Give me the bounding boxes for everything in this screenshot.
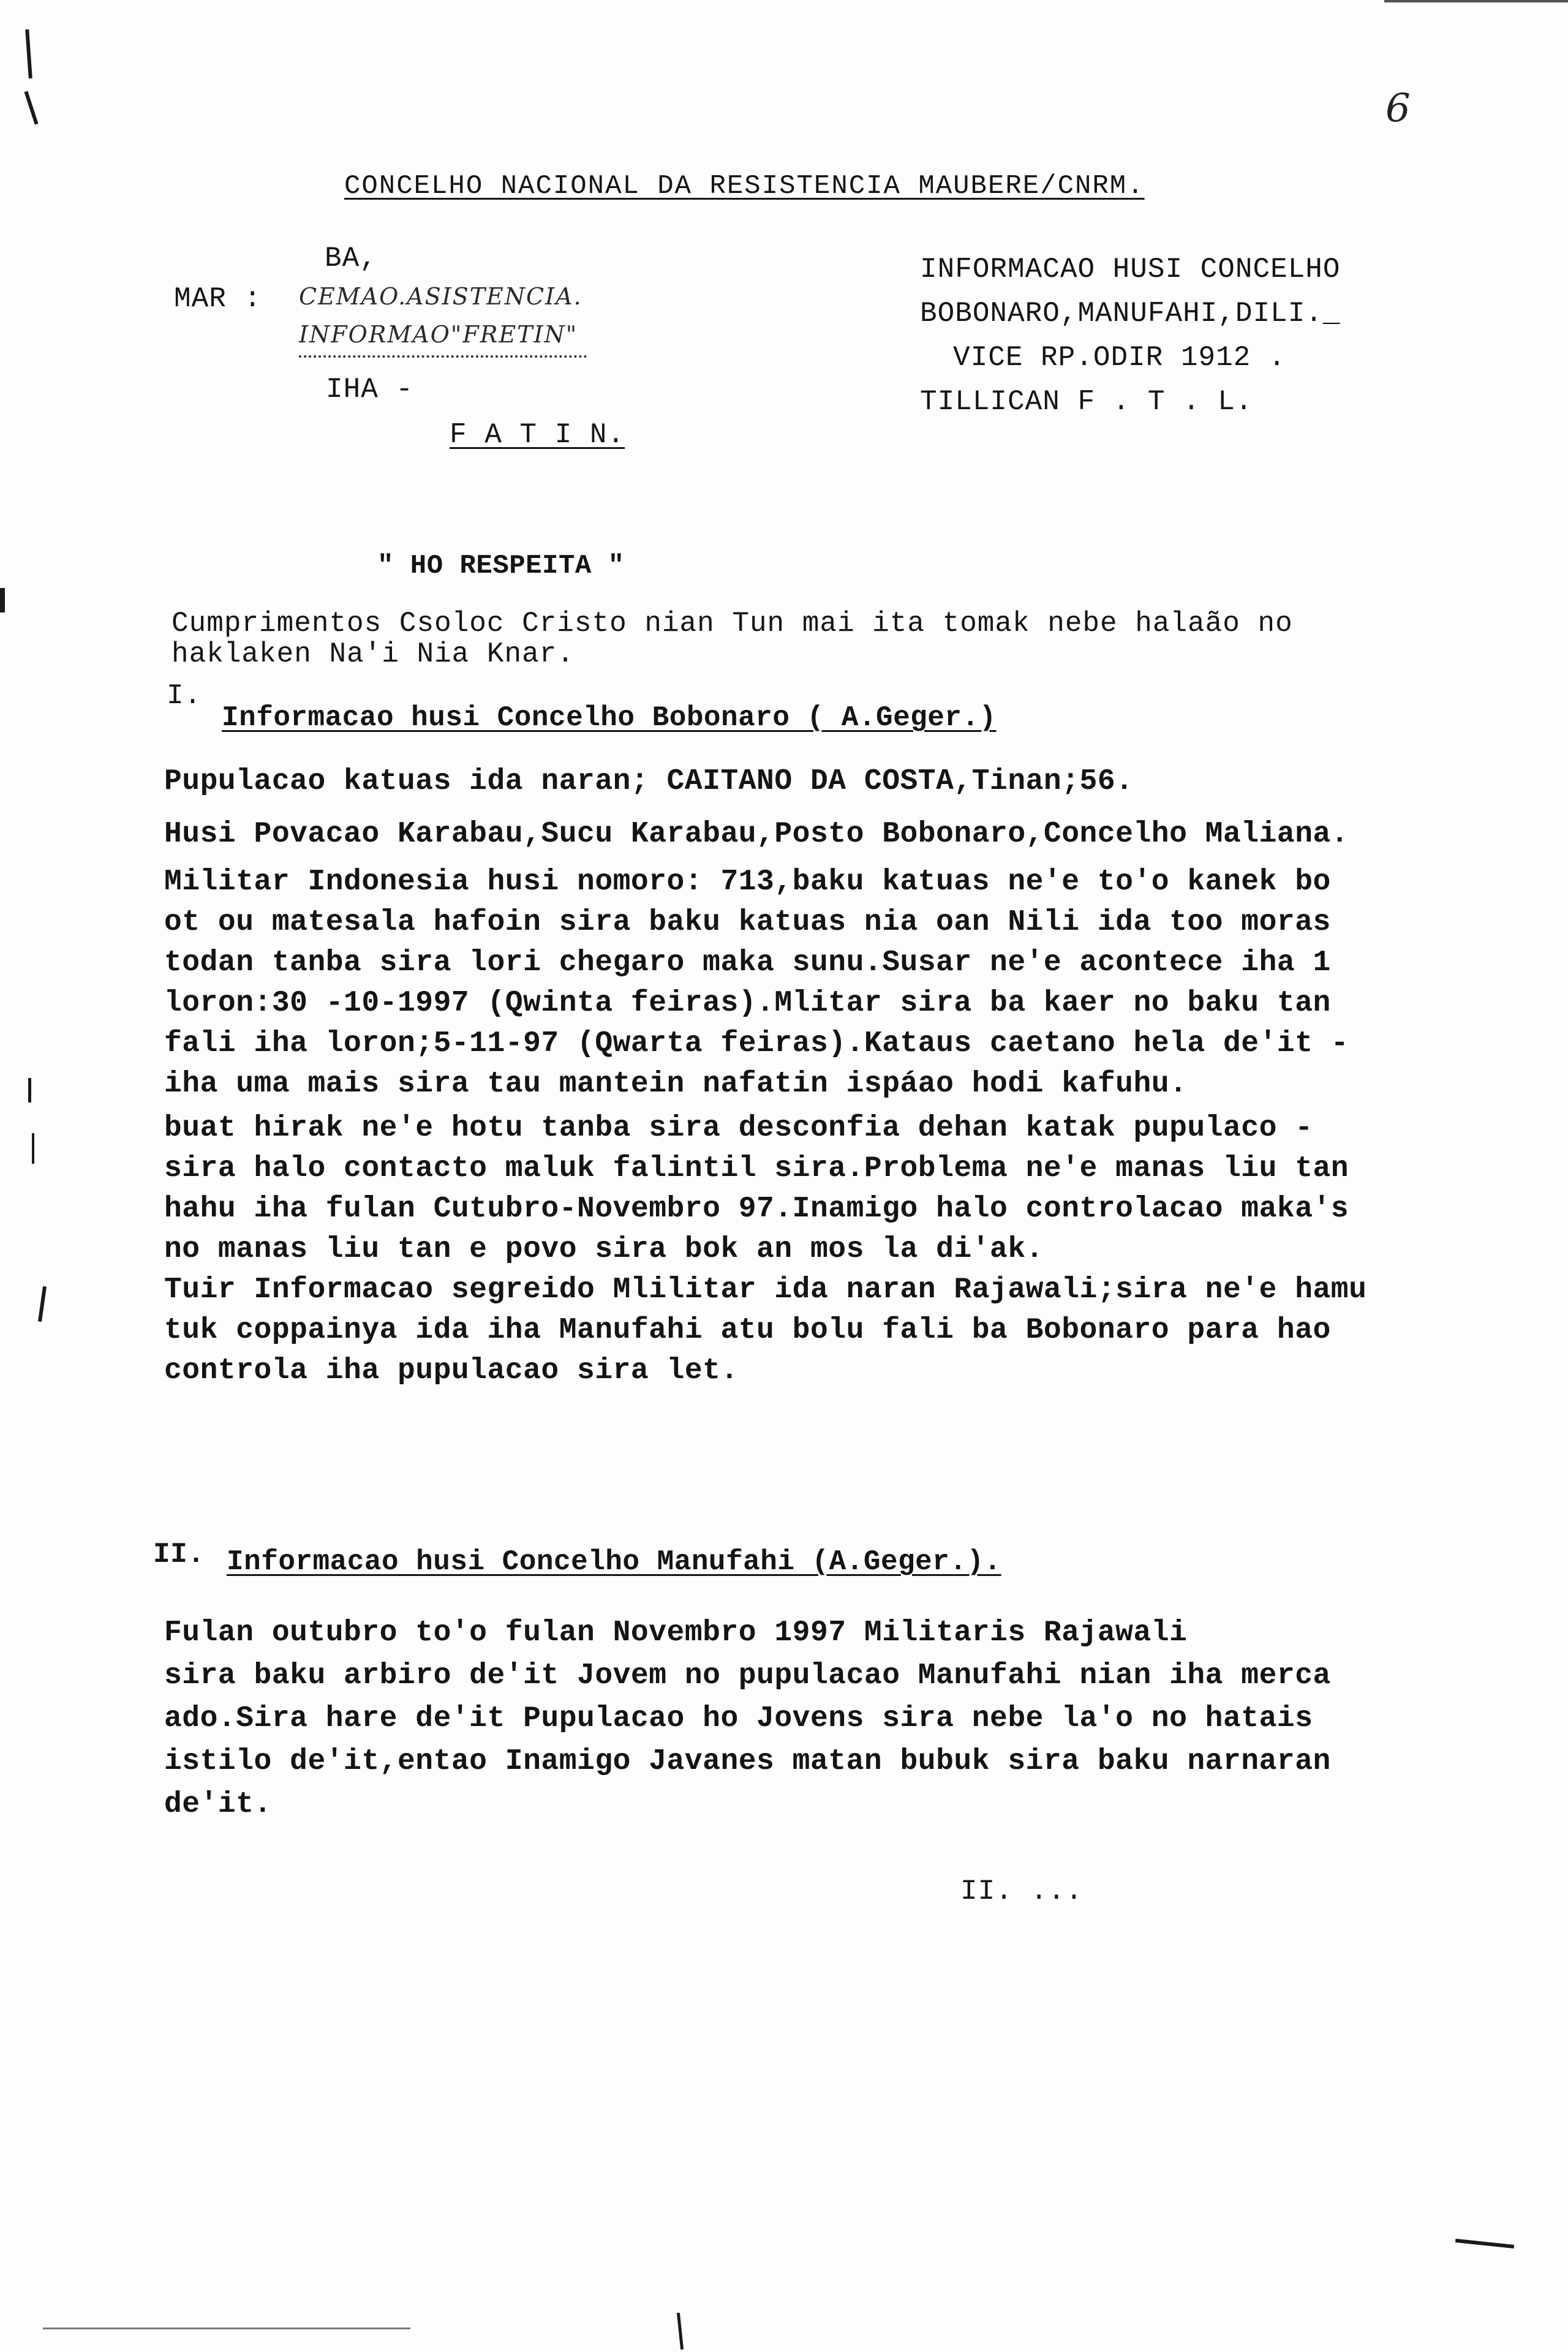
- page-number: 6: [1385, 86, 1411, 131]
- section-1-line: Militar Indonesia husi nomoro: 713,baku katuas ne'e to'o kanek bo: [164, 865, 1331, 899]
- section-1-title: Informacao husi Concelho Bobonaro ( A.Geger.): [222, 702, 997, 734]
- section-1-line: iha uma mais sira tau mantein nafatin ispáao hodi kafuhu.: [164, 1068, 1188, 1101]
- margin-mark-left-2: [32, 1133, 34, 1164]
- section-2-line: ado.Sira hare de'it Pupulacao ho Jovens sira nebe la'o no hatais: [164, 1702, 1313, 1735]
- margin-mark-top-left: [25, 29, 32, 78]
- section-1-line: fali iha loron;5-11-97 (Qwarta feiras).Kataus caetano hela de'it -: [164, 1027, 1349, 1060]
- mar-handwritten-line1: CEMAO.ASISTENCIA.: [299, 283, 582, 310]
- iha-label: IHA -: [326, 374, 414, 405]
- greeting-line-1: Cumprimentos Csoloc Cristo nian Tun mai ita tomak nebe halaão no: [172, 608, 1293, 639]
- margin-mark-top-left-2: [24, 91, 38, 124]
- corner-mark-top-right: [1384, 0, 1568, 2]
- mar-dotted-underline: [299, 355, 587, 358]
- section-1-line: todan tanba sira lori chegaro maka sunu.Susar ne'e acontece iha 1: [164, 946, 1331, 979]
- greeting-line-2: haklaken Na'i Nia Knar.: [172, 638, 575, 670]
- continuation-marker: II. ...: [960, 1875, 1084, 1907]
- margin-mark-left-4: [0, 588, 5, 612]
- margin-mark-left-3: [38, 1286, 47, 1322]
- info-line-4: TILLICAN F . T . L.: [920, 386, 1253, 418]
- section-1-line: loron:30 -10-1997 (Qwinta feiras).Mlitar sira ba kaer no baku tan: [164, 987, 1331, 1020]
- section-2-number: II.: [153, 1539, 205, 1570]
- document-title: CONCELHO NACIONAL DA RESISTENCIA MAUBERE/CNRM.: [344, 171, 1145, 202]
- section-1-line: hahu iha fulan Cutubro-Novembro 97.Inamigo halo controlacao maka's: [164, 1193, 1349, 1226]
- margin-mark-bottom-right: [1455, 2239, 1514, 2248]
- mar-handwritten-line2: INFORMAO"FRETIN": [299, 321, 578, 348]
- section-1-line: Tuir Informacao segreido Mlilitar ida naran Rajawali;sira ne'e hamu: [164, 1273, 1367, 1306]
- section-2-line: de'it.: [164, 1788, 272, 1821]
- section-2-title: Informacao husi Concelho Manufahi (A.Geger.).: [227, 1546, 1001, 1578]
- section-2-line: Fulan outubro to'o fulan Novembro 1997 Militaris Rajawali: [164, 1616, 1188, 1649]
- bottom-edge-dots: [43, 2328, 410, 2329]
- mar-label: MAR :: [174, 283, 262, 315]
- section-1-line: Husi Povacao Karabau,Sucu Karabau,Posto Bobonaro,Concelho Maliana.: [164, 818, 1349, 851]
- info-line-1: INFORMACAO HUSI CONCELHO: [920, 254, 1341, 285]
- ba-label: BA,: [325, 243, 377, 274]
- margin-mark-left-1: [28, 1078, 31, 1102]
- section-1-line: no manas liu tan e povo sira bok an mos la di'ak.: [164, 1233, 1044, 1266]
- section-1-number: I.: [167, 680, 202, 712]
- section-1-line: buat hirak ne'e hotu tanba sira desconfia dehan katak pupulaco -: [164, 1112, 1313, 1145]
- info-line-2: BOBONARO,MANUFAHI,DILI._: [920, 298, 1341, 330]
- section-2-line: sira baku arbiro de'it Jovem no pupulacao Manufahi nian iha merca: [164, 1659, 1331, 1692]
- section-1-line: tuk coppainya ida iha Manufahi atu bolu fali ba Bobonaro para hao: [164, 1314, 1331, 1347]
- greeting-title: " HO RESPEITA ": [377, 551, 625, 581]
- section-1-line: Pupulacao katuas ida naran; CAITANO DA COSTA,Tinan;56.: [164, 765, 1134, 798]
- section-2-line: istilo de'it,entao Inamigo Javanes matan bubuk sira baku narnaran: [164, 1745, 1331, 1778]
- fatin-label: F A T I N.: [450, 419, 625, 451]
- section-1-line: controla iha pupulacao sira let.: [164, 1354, 739, 1387]
- info-line-3: VICE RP.ODIR 1912 .: [953, 342, 1286, 374]
- section-1-body: [164, 763, 1395, 1389]
- bottom-edge-mark: [677, 2313, 684, 2350]
- section-1-line: sira halo contacto maluk falintil sira.Problema ne'e manas liu tan: [164, 1152, 1349, 1185]
- section-1-line: ot ou matesala hafoin sira baku katuas nia oan Nili ida too moras: [164, 906, 1331, 939]
- section-2-body: [164, 1615, 1395, 1823]
